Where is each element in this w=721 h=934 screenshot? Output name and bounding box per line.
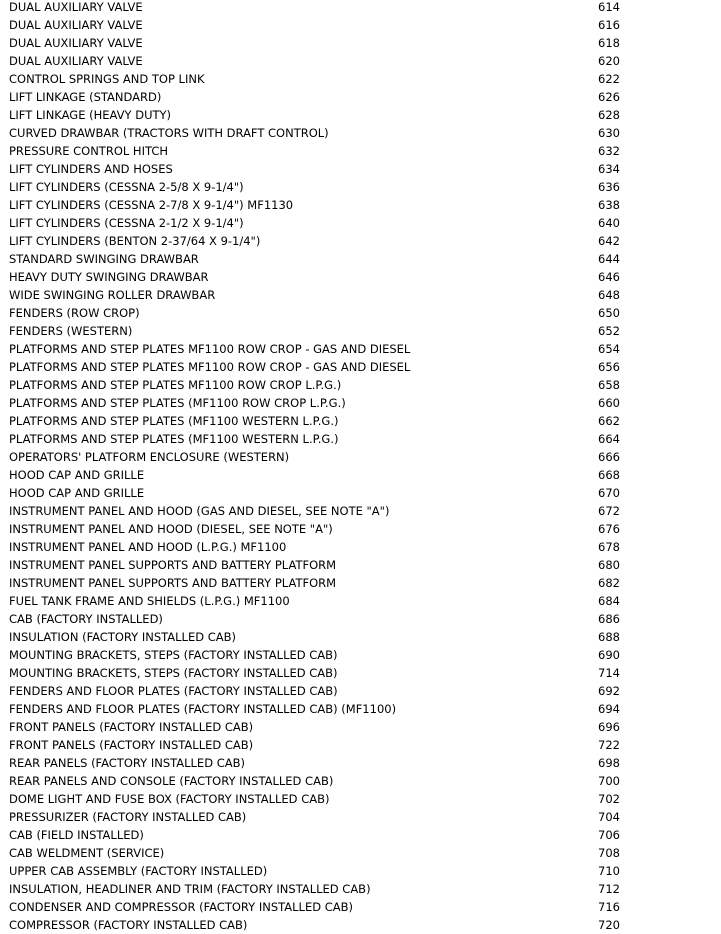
index-row-page-number: 670 (598, 486, 620, 500)
index-row[interactable] (0, 286, 721, 304)
index-row-title[interactable]: REAR PANELS AND CONSOLE (FACTORY INSTALLED CAB) (9, 774, 334, 788)
index-row[interactable] (0, 700, 721, 718)
index-row[interactable] (0, 502, 721, 520)
index-row[interactable] (0, 448, 721, 466)
index-row[interactable] (0, 844, 721, 862)
index-row-page-number: 626 (598, 90, 620, 104)
index-row-title[interactable]: INSTRUMENT PANEL SUPPORTS AND BATTERY PLATFORM (9, 558, 337, 572)
index-row-page-number: 720 (598, 918, 620, 932)
index-row-title[interactable]: CONDENSER AND COMPRESSOR (FACTORY INSTALLED CAB) (9, 900, 354, 914)
index-row[interactable] (0, 898, 721, 916)
index-row-page-number: 618 (598, 36, 620, 50)
index-row-page-number: 712 (598, 882, 620, 896)
index-row[interactable] (0, 628, 721, 646)
index-row[interactable] (0, 556, 721, 574)
index-row[interactable] (0, 772, 721, 790)
index-row-page-number: 710 (598, 864, 620, 878)
index-row-title[interactable]: REAR PANELS (FACTORY INSTALLED CAB) (9, 756, 245, 770)
index-row-title[interactable]: DUAL AUXILIARY VALVE (9, 54, 143, 68)
index-row-title[interactable]: LIFT CYLINDERS (BENTON 2-37/64 X 9-1/4") (9, 234, 261, 248)
index-row-page-number: 636 (598, 180, 620, 194)
index-row-page-number: 630 (598, 126, 620, 140)
index-row-title[interactable]: LIFT LINKAGE (HEAVY DUTY) (9, 108, 172, 122)
index-row-page-number: 666 (598, 450, 620, 464)
index-row-title[interactable]: COMPRESSOR (FACTORY INSTALLED CAB) (9, 918, 248, 932)
index-row-page-number: 704 (598, 810, 620, 824)
index-row-page-number: 682 (598, 576, 620, 590)
index-row[interactable] (0, 250, 721, 268)
index-row[interactable] (0, 790, 721, 808)
index-row-title[interactable]: HOOD CAP AND GRILLE (9, 468, 145, 482)
index-row-title[interactable]: PLATFORMS AND STEP PLATES MF1100 ROW CROP L.P.G.) (9, 378, 342, 392)
index-row[interactable] (0, 358, 721, 376)
index-row-title[interactable]: INSULATION (FACTORY INSTALLED CAB) (9, 630, 236, 644)
index-row[interactable] (0, 754, 721, 772)
index-row-title[interactable]: WIDE SWINGING ROLLER DRAWBAR (9, 288, 216, 302)
index-row-title[interactable]: LIFT CYLINDERS AND HOSES (9, 162, 173, 176)
index-row-title[interactable]: CURVED DRAWBAR (TRACTORS WITH DRAFT CONTROL) (9, 126, 329, 140)
index-row-page-number: 722 (598, 738, 620, 752)
index-row[interactable] (0, 826, 721, 844)
index-row-title[interactable]: PLATFORMS AND STEP PLATES (MF1100 ROW CROP L.P.G.) (9, 396, 346, 410)
index-row-page-number: 628 (598, 108, 620, 122)
index-row[interactable] (0, 232, 721, 250)
index-row-page-number: 634 (598, 162, 620, 176)
index-row[interactable] (0, 88, 721, 106)
index-row-title[interactable]: HOOD CAP AND GRILLE (9, 486, 145, 500)
index-row-title[interactable]: LIFT CYLINDERS (CESSNA 2-7/8 X 9-1/4") MF1130 (9, 198, 294, 212)
index-row-title[interactable]: PLATFORMS AND STEP PLATES (MF1100 WESTERN L.P.G.) (9, 432, 339, 446)
index-row[interactable] (0, 808, 721, 826)
index-row-title[interactable]: PRESSURE CONTROL HITCH (9, 144, 169, 158)
index-row-page-number: 680 (598, 558, 620, 572)
index-row[interactable] (0, 340, 721, 358)
index-row[interactable] (0, 160, 721, 178)
index-row[interactable] (0, 322, 721, 340)
index-row[interactable] (0, 304, 721, 322)
index-row-title[interactable]: FENDERS (ROW CROP) (9, 306, 140, 320)
index-row-page-number: 642 (598, 234, 620, 248)
index-row-page-number: 690 (598, 648, 620, 662)
index-row[interactable] (0, 394, 721, 412)
index-row-page-number: 622 (598, 72, 620, 86)
index-row[interactable] (0, 664, 721, 682)
index-row-page-number: 716 (598, 900, 620, 914)
index-row[interactable] (0, 268, 721, 286)
index-row[interactable] (0, 592, 721, 610)
index-row[interactable] (0, 16, 721, 34)
index-row-page-number: 640 (598, 216, 620, 230)
index-row-page-number: 700 (598, 774, 620, 788)
index-row-title[interactable]: STANDARD SWINGING DRAWBAR (9, 252, 199, 266)
index-row-page-number: 664 (598, 432, 620, 446)
index-row-title[interactable]: PRESSURIZER (FACTORY INSTALLED CAB) (9, 810, 247, 824)
index-row-title[interactable]: INSULATION, HEADLINER AND TRIM (FACTORY INSTALLED CAB) (9, 882, 371, 896)
index-row[interactable] (0, 520, 721, 538)
index-row[interactable] (0, 484, 721, 502)
index-row-page-number: 658 (598, 378, 620, 392)
index-row-page-number: 646 (598, 270, 620, 284)
index-row-page-number: 694 (598, 702, 620, 716)
index-row-title[interactable]: CAB (FIELD INSTALLED) (9, 828, 144, 842)
index-row-page-number: 702 (598, 792, 620, 806)
index-row-title[interactable]: DUAL AUXILIARY VALVE (9, 18, 143, 32)
index-row[interactable] (0, 34, 721, 52)
index-row[interactable] (0, 412, 721, 430)
index-row-page-number: 654 (598, 342, 620, 356)
index-row-title[interactable]: FENDERS AND FLOOR PLATES (FACTORY INSTALLED CAB) (MF1100) (9, 702, 397, 716)
index-row-page-number: 632 (598, 144, 620, 158)
index-row-title[interactable]: INSTRUMENT PANEL SUPPORTS AND BATTERY PLATFORM (9, 576, 337, 590)
index-row[interactable] (0, 538, 721, 556)
index-row-page-number: 706 (598, 828, 620, 842)
index-row[interactable] (0, 52, 721, 70)
index-row-page-number: 678 (598, 540, 620, 554)
index-row[interactable] (0, 124, 721, 142)
index-row-title[interactable]: CAB WELDMENT (SERVICE) (9, 846, 165, 860)
index-row-title[interactable]: PLATFORMS AND STEP PLATES MF1100 ROW CROP - GAS AND DIESEL (9, 360, 411, 374)
index-row[interactable] (0, 466, 721, 484)
index-row-title[interactable]: DOME LIGHT AND FUSE BOX (FACTORY INSTALLED CAB) (9, 792, 330, 806)
index-row-page-number: 620 (598, 54, 620, 68)
index-row-title[interactable]: MOUNTING BRACKETS, STEPS (FACTORY INSTALLED CAB) (9, 648, 338, 662)
index-row-page-number: 656 (598, 360, 620, 374)
index-row[interactable] (0, 880, 721, 898)
index-row[interactable] (0, 646, 721, 664)
index-row-page-number: 698 (598, 756, 620, 770)
index-row-page-number: 708 (598, 846, 620, 860)
index-row-page-number: 714 (598, 666, 620, 680)
index-row-title[interactable]: UPPER CAB ASSEMBLY (FACTORY INSTALLED) (9, 864, 268, 878)
index-row-title[interactable]: DUAL AUXILIARY VALVE (9, 36, 143, 50)
index-row-page-number: 648 (598, 288, 620, 302)
index-row-title[interactable]: INSTRUMENT PANEL AND HOOD (DIESEL, SEE NOTE "A") (9, 522, 333, 536)
index-row-page-number: 672 (598, 504, 620, 518)
index-row-title[interactable]: CONTROL SPRINGS AND TOP LINK (9, 72, 205, 86)
index-row-title[interactable]: LIFT CYLINDERS (CESSNA 2-5/8 X 9-1/4") (9, 180, 244, 194)
index-row-page-number: 692 (598, 684, 620, 698)
index-row-title[interactable]: FENDERS (WESTERN) (9, 324, 133, 338)
index-row-title[interactable]: PLATFORMS AND STEP PLATES (MF1100 WESTERN L.P.G.) (9, 414, 339, 428)
index-row[interactable] (0, 574, 721, 592)
index-row-title[interactable]: FRONT PANELS (FACTORY INSTALLED CAB) (9, 720, 254, 734)
index-row[interactable] (0, 862, 721, 880)
index-row-title[interactable]: INSTRUMENT PANEL AND HOOD (L.P.G.) MF1100 (9, 540, 287, 554)
index-row-title[interactable]: FUEL TANK FRAME AND SHIELDS (L.P.G.) MF1100 (9, 594, 290, 608)
index-row-title[interactable]: DUAL AUXILIARY VALVE (9, 0, 143, 14)
index-row-page-number: 696 (598, 720, 620, 734)
index-row[interactable] (0, 682, 721, 700)
index-row[interactable] (0, 70, 721, 88)
index-row-page-number: 638 (598, 198, 620, 212)
index-row[interactable] (0, 196, 721, 214)
index-row[interactable] (0, 376, 721, 394)
index-row[interactable] (0, 178, 721, 196)
index-row[interactable] (0, 106, 721, 124)
index-row-title[interactable]: PLATFORMS AND STEP PLATES MF1100 ROW CROP - GAS AND DIESEL (9, 342, 411, 356)
index-row-page-number: 676 (598, 522, 620, 536)
index-row[interactable] (0, 736, 721, 754)
index-row-page-number: 614 (598, 0, 620, 14)
index-row-title[interactable]: LIFT CYLINDERS (CESSNA 2-1/2 X 9-1/4") (9, 216, 244, 230)
index-row-title[interactable]: MOUNTING BRACKETS, STEPS (FACTORY INSTALLED CAB) (9, 666, 338, 680)
index-row-page-number: 660 (598, 396, 620, 410)
index-row-title[interactable]: FRONT PANELS (FACTORY INSTALLED CAB) (9, 738, 254, 752)
index-row[interactable] (0, 0, 721, 16)
index-row[interactable] (0, 610, 721, 628)
index-row-title[interactable]: HEAVY DUTY SWINGING DRAWBAR (9, 270, 209, 284)
index-row-page-number: 662 (598, 414, 620, 428)
index-row-title[interactable]: FENDERS AND FLOOR PLATES (FACTORY INSTALLED CAB) (9, 684, 338, 698)
index-row[interactable] (0, 916, 721, 934)
index-row[interactable] (0, 214, 721, 232)
index-row-page-number: 652 (598, 324, 620, 338)
index-row-page-number: 650 (598, 306, 620, 320)
index-row[interactable] (0, 430, 721, 448)
index-row-page-number: 686 (598, 612, 620, 626)
index-row-title[interactable]: OPERATORS' PLATFORM ENCLOSURE (WESTERN) (9, 450, 290, 464)
index-row-page-number: 668 (598, 468, 620, 482)
index-row[interactable] (0, 718, 721, 736)
index-row-title[interactable]: INSTRUMENT PANEL AND HOOD (GAS AND DIESEL, SEE NOTE "A") (9, 504, 390, 518)
index-row-title[interactable]: LIFT LINKAGE (STANDARD) (9, 90, 162, 104)
index-row[interactable] (0, 142, 721, 160)
index-row-title[interactable]: CAB (FACTORY INSTALLED) (9, 612, 163, 626)
index-row-page-number: 644 (598, 252, 620, 266)
index-row-page-number: 616 (598, 18, 620, 32)
index-row-page-number: 688 (598, 630, 620, 644)
index-row-page-number: 684 (598, 594, 620, 608)
